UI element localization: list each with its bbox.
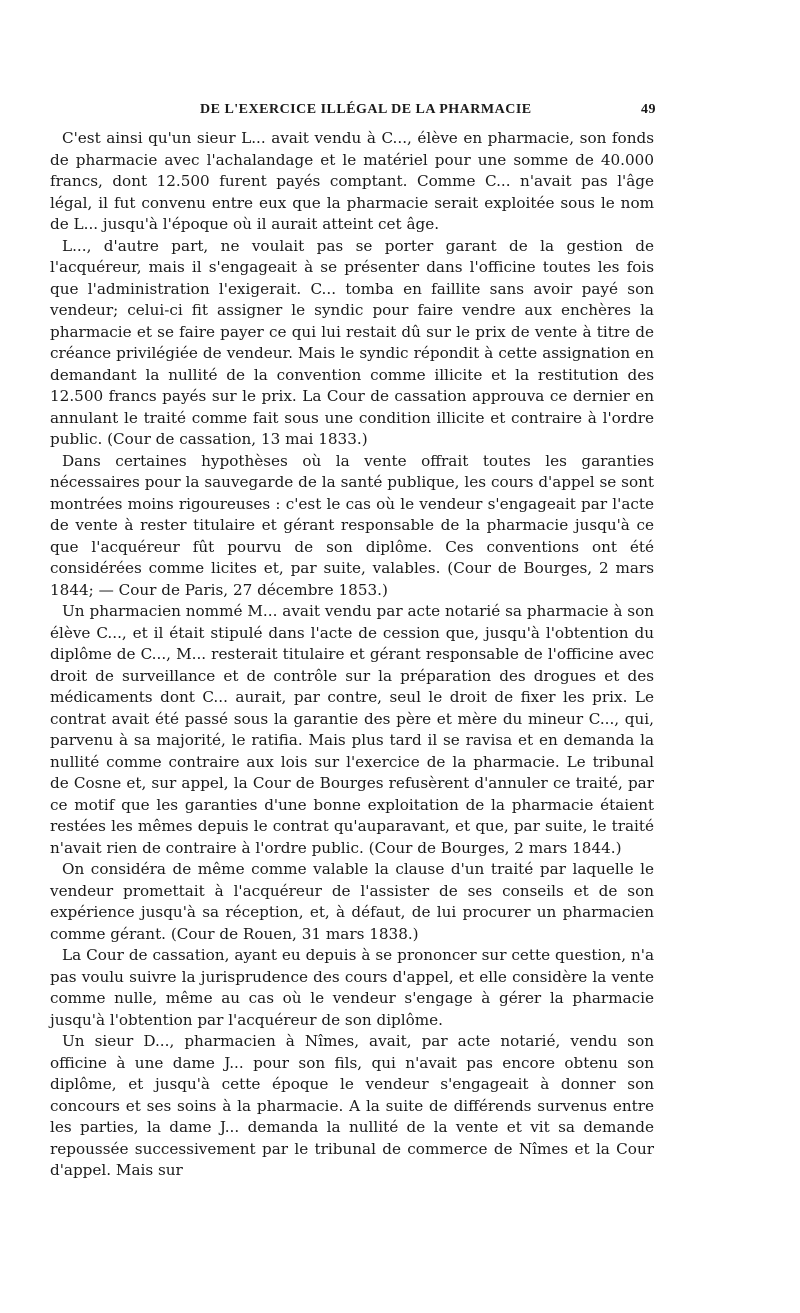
paragraph-1: C'est ainsi qu'un sieur L... avait vendu à C..., élève en pharmacie, son fonds de pharmacie avec l'achalandage et le matériel pour une somme de 40.000 francs, dont 12.500 furent payés comptant. Comme C... n'avait pas l'âge légal, il fut convenu entre eux que la pharmacie serait exploitée sous le nom de L... jusqu'à l'époque où il aurait atteint cet âge. [50,129,654,233]
paragraph-2: L..., d'autre part, ne voulait pas se porter garant de la gestion de l'acquéreur, mais il s'engageait à se présenter dans l'officine toutes les fois que l'administration l'exigerait. C... tomba en faillite sans avoir payé son vendeur; celui-ci fit assigner le syndic pour faire vendre aux enchères la pharmacie et se faire payer ce qui lui restait dû sur le prix de vente à titre de créance privilégiée de vendeur. Mais le syndic répondit à cette assignation en demandant la nullité de la convention comme illicite et la restitution des 12.500 francs payés sur le prix. La Cour de cassation approuva ce dernier en annulant le traité comme fait sous une condition illicite et contraire à l'ordre public. (Cour de cassation, 13 mai 1833.) [50,236,654,448]
paragraph-6: La Cour de cassation, ayant eu depuis à se prononcer sur cette question, n'a pas voulu suivre la jurisprudence des cours d'appel, et elle considère la vente comme nulle, même au cas où le vendeur s'engage à gérer la pharmacie jusqu'à l'obtention par l'acquéreur de son diplôme. [50,946,654,1029]
running-head [50,102,654,124]
paragraph-7: Un sieur D..., pharmacien à Nîmes, avait, par acte notarié, vendu son officine à une dame J... pour son fils, qui n'avait pas encore obtenu son diplôme, et jusqu'à cette époque le vendeur s'engageait à donner son concours et ses soins à la pharmacie. A la suite de différends survenus entre les parties, la dame J... demanda la nullité de la vente et vit sa demande repoussée successivement par le tribunal de commerce de Nîmes et la Cour d'appel. Mais sur [50,1032,654,1179]
running-title: DE L'EXERCICE ILLÉGAL DE LA PHARMACIE [200,102,532,117]
body-text [50,128,654,1182]
paragraph-3: Dans certaines hypothèses où la vente offrait toutes les garanties nécessaires pour la sauvegarde de la santé publique, les cours d'appel se sont montrées moins rigoureuses : c'est le cas où le vendeur s'engageait par l'acte de vente à rester titulaire et gérant responsable de la pharmacie jusqu'à ce que l'acquéreur fût pourvu de son diplôme. Ces conventions ont été considérées comme licites et, par suite, valables. (Cour de Bourges, 2 mars 1844; — Cour de Paris, 27 décembre 1853.) [50,451,654,599]
paragraph-4: Un pharmacien nommé M... avait vendu par acte notarié sa pharmacie à son élève C..., et il était stipulé dans l'acte de cession que, jusqu'à l'obtention du diplôme de C..., M... resterait titulaire et gérant responsable de l'officine avec droit de surveillance et de contrôle sur la préparation des drogues et des médicaments dont C... aurait, par contre, seul le droit de fixer les prix. Le contrat avait été passé sous la garantie des père et mère du mineur C..., qui, parvenu à sa majorité, le ratifia. Mais plus tard il se ravisa et en demanda la nullité comme contraire aux lois sur l'exercice de la pharmacie. Le tribunal de Cosne et, sur appel, la Cour de Bourges refusèrent d'annuler ce traité, par ce motif que les garanties d'une bonne exploitation de la pharmacie étaient restées les mêmes depuis le contrat qu'auparavant, et que, par suite, le traité n'avait rien de contraire à l'ordre public. (Cour de Bourges, 2 mars 1844.) [50,602,654,857]
paragraph-5: On considéra de même comme valable la clause d'un traité par laquelle le vendeur promettait à l'acquéreur de l'assister de ses conseils et de son expérience jusqu'à sa réception, et, à défaut, de lui procurer un pharmacien comme gérant. (Cour de Rouen, 31 mars 1838.) [50,860,654,943]
page-number: 49 [641,102,656,117]
